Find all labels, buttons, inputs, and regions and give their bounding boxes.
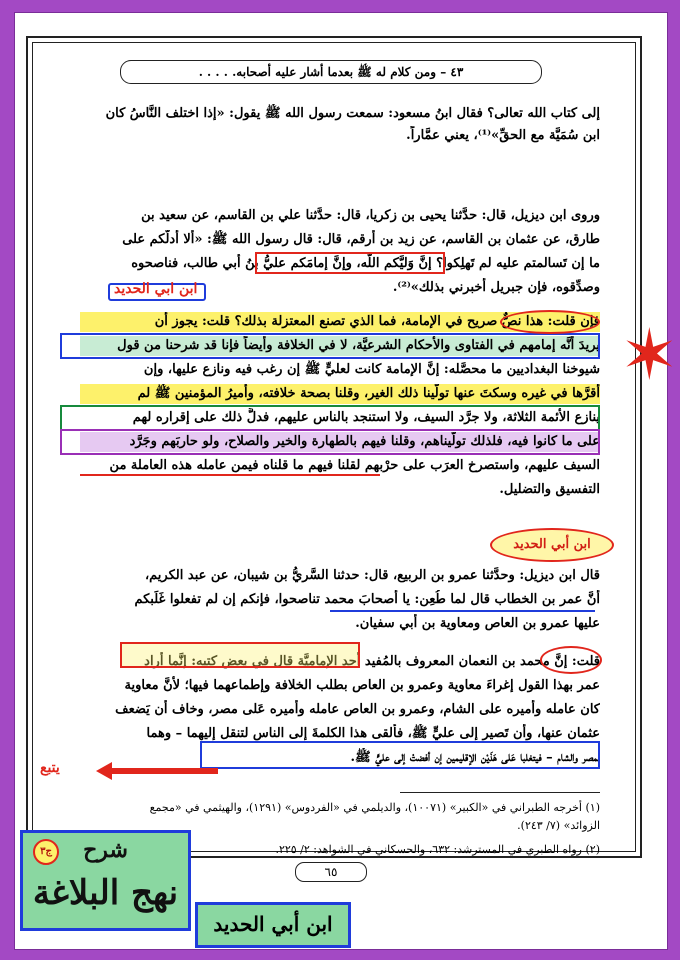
page-number: ٦٥ [295, 862, 367, 882]
highlight-box [60, 405, 600, 431]
ibn-abi-hadid-label-2: ابن أبي الحديد [490, 528, 614, 562]
logo-title-main: نهج البلاغة [32, 873, 179, 913]
text-line: إلى كتاب الله تعالى؟ فقال ابنُ مسعود: سمعت رسول الله ﷺ يقول: «إذا اختلف النَّاسُ كان [105, 106, 600, 121]
text-line: ابن سُمَيَّة مع الحقِّ»⁽¹⁾، يعني عمَّاراً. [406, 128, 600, 143]
circle-mark [500, 310, 600, 334]
arrow-shaft [110, 768, 218, 774]
text-line: على ما كانوا فيه، فلذلك تولَّيناهم، وقلنا فيهم بالطهارة والخير والصلاح، ولو حاربَهم وجَرَّد [80, 432, 600, 452]
circle-mark [540, 646, 602, 674]
footnote: (١) أخرجه الطبراني في «الكبير» (١٠٠٧١)، والديلمي في «الفردوس» (١٢٩١)، والهيثمي في «مجمع [149, 801, 600, 814]
text-line: التفسيق والتضليل. [499, 482, 600, 497]
chapter-header: ٤٣ – ومن كلام له ﷺ بعدما أشار عليه أصحابه. . . . . [120, 60, 542, 84]
book-logo [20, 830, 191, 931]
text-line: قلت: إنَّ محمد بن النعمان المعروف بالمُفيد أحد الإماميَّة قال في بعض كتبه: إنَّما أراد [144, 654, 600, 669]
text-line: كان عامله وأميره على الشام، وعمرو بن العاص عامله وأميره عَلى مصر، وخاف أن يَضعف [115, 702, 600, 717]
volume-badge: ج٣ [33, 839, 59, 865]
author-signature: ابن أبي الحديد [195, 902, 351, 948]
highlight-box [200, 741, 600, 769]
text-line: عثمان عنها، وأن تَصير إلى عليٍّ ﷺ، فألقى هذا الكلمةَ إلى الناس لتنقل إليهما – وهما [146, 726, 600, 741]
text-line: يريدَ أنَّه إمامهم في الفتاوى والأحكام الشرعيَّة، لا في الخلافة وأيضاً فإنا قد شرحنا من قول [80, 336, 600, 356]
text-line: أنَّ عمر بن الخطاب قال لما طُعِن: يا أصحابَ محمد تناصحوا، فإنكم إن لم تفعلوا غَلَبكم [134, 592, 600, 607]
footnote: (٢) رواه الطبري في المسترشد: ٦٣٢، والحسكاني في الشواهد: ٢/ ٢٢٥. [275, 843, 600, 856]
text-line: قال ابن ديزيل: وحدَّثنا عمرو بن الربيع، قال: حدثنا السَّريُّ بن شيبان، عن عبد الكريم، [144, 568, 600, 583]
star-marker-icon: ✶ [620, 314, 679, 396]
footnote: الزوائد» (٧/ ٢٤٣). [517, 819, 600, 832]
text-line: وروى ابن ديزيل، قال: حدَّثنا يحيى بن زكريا، قال: حدَّثنا علي بن القاسم، عن سعيد بن [141, 208, 600, 223]
logo-title-top: شرح [83, 837, 128, 863]
text-line: عمر بهذا القول إغراءَ معاوية وعمرو بن العاص بطلب الخلافة وإطماعهما فيها؛ لأنَّ معاوية [124, 678, 600, 693]
text-line: فإن قلت: هذا نصٌّ صريح في الإمامة، فما الذي تصنع المعتزلة بذلك؟ قلت: يجوز أن [80, 312, 600, 332]
text-line: بمصر والشام – فيتغلبا عَلى هَذَيْن الإقليمين إن أفضتْ إلى عليٍّ ﷺ. [350, 750, 600, 765]
text-line: طارق، عن عثمان بن القاسم، عن زيد بن أرقم، قال: قال رسول الله ﷺ: «ألا أدلُّكم على [122, 232, 600, 247]
text-line: شيوخنا البغداديين ما محصَّله: إنَّ الإمامة كانت لعليٍّ ﷺ إن رغب فيه ونازع عليها، وإن [143, 362, 600, 377]
text-line: ما إن تَسالمتم عليه لم تَهلِكوا؟ إنَّ وَليَّكم اللّه، وإنَّ إمامَكم عليُّ بنُ أبي طالب، فناصحوه [131, 256, 600, 271]
highlight-box [255, 252, 445, 274]
text-line: وصدِّقوه، فإن جبريل أخبرني بذلك»⁽²⁾. [392, 280, 600, 295]
text-line: أقرَّها في غيره وسكتَ عنها تولَّينا ذلك الغير، وقلنا بصحة خلافته، وأميرُ المؤمنين ﷺ لم [80, 384, 600, 404]
highlight-box [60, 429, 600, 455]
text-line: السيف عليهم، واستصرخ العرَب على حرْبهم لقلنا فيهم ما قلناه فيمن عامله هذه العاملة من [109, 458, 600, 473]
highlight-box [120, 642, 360, 668]
underline [330, 610, 595, 612]
ibn-abi-hadid-label-1: ابن ابي الحديد [114, 281, 198, 297]
text-line: عليها عمرو بن العاص ومعاوية بن أبي سفيان. [355, 616, 600, 631]
follow-label: يتبع [40, 760, 60, 776]
text-line: ينازع الأئمة الثلاثة، ولا جرَّد السيف، ولا استنجد بالناس عليهم، فدلَّ ذلك على إقراره لهم [132, 410, 600, 425]
footnote-separator [400, 792, 600, 793]
highlight-box [60, 333, 600, 359]
underline [80, 474, 380, 476]
